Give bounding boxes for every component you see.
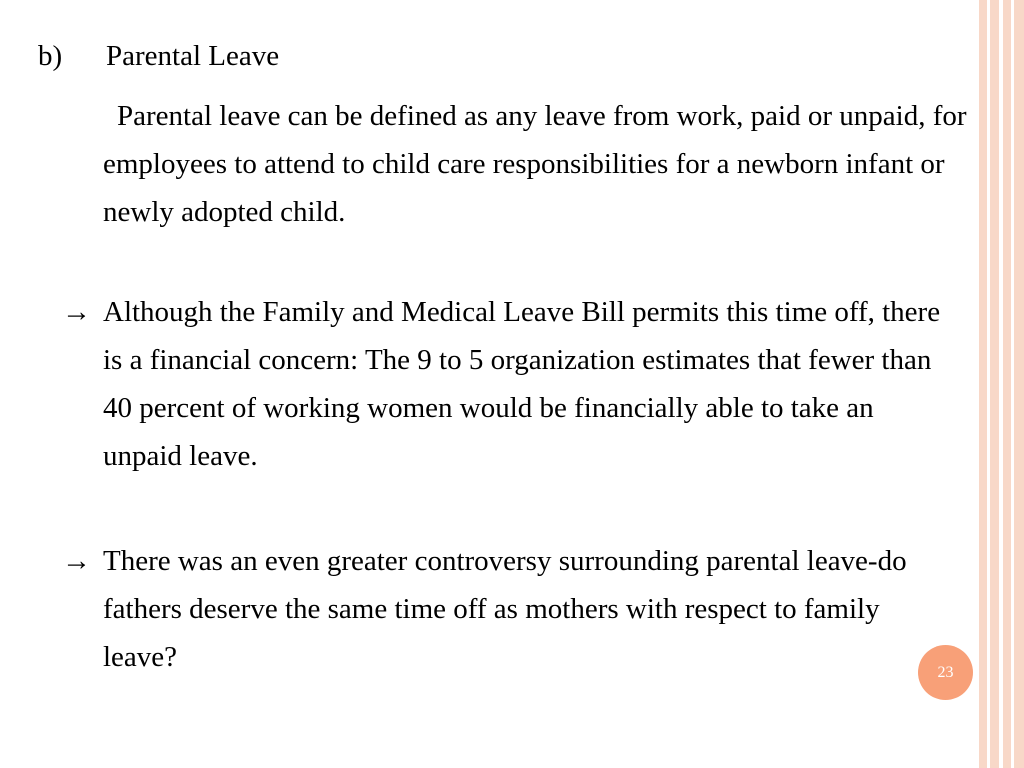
section-title: Parental Leave: [106, 40, 280, 72]
bullet-item: [62, 288, 942, 480]
definition-paragraph: Parental leave can be defined as any leave from work, paid or unpaid, for employees to attend to child care responsibilities for a newborn infant or newly adopted child.: [103, 100, 967, 228]
stripe: [1014, 0, 1024, 768]
stripe: [979, 0, 987, 768]
section-heading: [38, 38, 279, 74]
decorative-stripes: [976, 0, 1024, 768]
arrow-right-icon: →: [62, 296, 91, 328]
stripe: [990, 0, 999, 768]
bullet-text: There was an even greater controversy surrounding parental leave-do fathers deserve the same time off as mothers with respect to family leave?: [103, 545, 907, 673]
page-number-badge: 23: [918, 645, 973, 700]
section-number: b): [38, 40, 63, 72]
arrow-right-icon: →: [62, 545, 91, 577]
stripe: [1003, 0, 1011, 768]
bullet-text: Although the Family and Medical Leave Bill permits this time off, there is a financial concern: The 9 to 5 organization estimates that fewer than 40 percent of working women would be financially able to take an unpaid leave.: [103, 296, 941, 472]
bullet-item: [62, 537, 942, 681]
